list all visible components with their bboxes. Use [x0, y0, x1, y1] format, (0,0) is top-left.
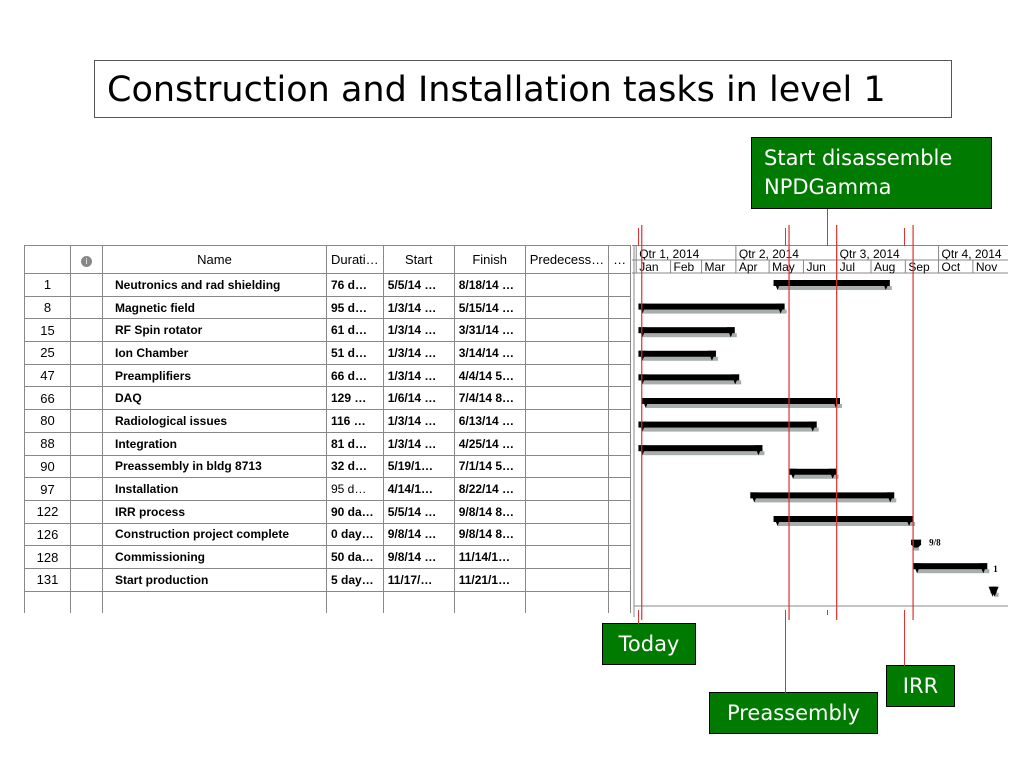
- row-duration[interactable]: 5 day…: [327, 568, 384, 591]
- row-duration[interactable]: 116 …: [327, 410, 384, 433]
- quarter-label: Qtr 4, 2014: [941, 247, 1002, 261]
- row-more[interactable]: [609, 478, 631, 501]
- month-label: Apr: [738, 260, 758, 274]
- row-predecessors[interactable]: [525, 546, 608, 569]
- today-line-top: [638, 228, 639, 246]
- task-baseline-bar: [642, 333, 736, 337]
- row-predecessors[interactable]: [525, 364, 608, 387]
- month-label: Aug: [873, 260, 896, 274]
- row-duration[interactable]: 51 d…: [327, 342, 384, 365]
- row-indicator[interactable]: [71, 478, 103, 501]
- row-start[interactable]: 1/3/14 …: [383, 364, 454, 387]
- table-row[interactable]: [25, 523, 631, 546]
- row-duration[interactable]: 32 d…: [327, 455, 384, 478]
- row-duration[interactable]: 95 d…: [327, 296, 384, 319]
- month-label: Feb: [673, 260, 695, 274]
- row-start[interactable]: 5/5/14 …: [383, 274, 454, 297]
- row-indicator[interactable]: [71, 568, 103, 591]
- task-bar: [774, 516, 914, 522]
- row-name[interactable]: IRR process: [103, 500, 327, 523]
- row-predecessors[interactable]: [525, 319, 608, 342]
- table-row[interactable]: [25, 568, 631, 591]
- row-name[interactable]: Magnetic field: [103, 296, 327, 319]
- row-predecessors[interactable]: [525, 568, 608, 591]
- table-row[interactable]: [25, 364, 631, 387]
- row-name[interactable]: Preassembly in bldg 8713: [103, 455, 327, 478]
- row-id[interactable]: 15: [25, 319, 71, 342]
- row-more[interactable]: [609, 500, 631, 523]
- row-name[interactable]: Commissioning: [103, 546, 327, 569]
- row-finish[interactable]: 5/15/14 …: [454, 296, 525, 319]
- row-indicator[interactable]: [71, 387, 103, 410]
- row-id[interactable]: 131: [25, 568, 71, 591]
- header-name[interactable]: Name: [103, 246, 327, 274]
- row-indicator[interactable]: [71, 319, 103, 342]
- row-id[interactable]: 66: [25, 387, 71, 410]
- empty-cell[interactable]: [25, 591, 71, 613]
- row-start[interactable]: 1/6/14 …: [383, 387, 454, 410]
- row-duration[interactable]: 81 d…: [327, 432, 384, 455]
- row-name[interactable]: Integration: [103, 432, 327, 455]
- row-indicator[interactable]: [71, 455, 103, 478]
- row-duration[interactable]: 0 day…: [327, 523, 384, 546]
- table-row[interactable]: [25, 478, 631, 501]
- row-finish[interactable]: 6/13/14 …: [454, 410, 525, 433]
- empty-cell[interactable]: [454, 591, 525, 613]
- quarter-label: Qtr 1, 2014: [639, 247, 700, 261]
- row-start[interactable]: 4/14/1…: [383, 478, 454, 501]
- task-baseline-bar: [917, 569, 989, 573]
- task-bar: [642, 398, 840, 404]
- month-label: Mar: [704, 260, 726, 274]
- row-predecessors[interactable]: [525, 296, 608, 319]
- npdgamma-line-top: [827, 209, 828, 246]
- table-row[interactable]: [25, 296, 631, 319]
- task-baseline-bar: [754, 498, 896, 502]
- task-baseline-bar: [642, 310, 786, 314]
- header-more[interactable]: …: [609, 246, 631, 274]
- row-start[interactable]: 1/3/14 …: [383, 342, 454, 365]
- empty-cell[interactable]: [71, 591, 103, 613]
- table-row[interactable]: [25, 455, 631, 478]
- row-more[interactable]: [609, 319, 631, 342]
- row-indicator[interactable]: [71, 546, 103, 569]
- milestone-label: 9/8: [929, 537, 941, 548]
- today-line-bottom: [638, 610, 639, 624]
- row-duration[interactable]: 95 d…: [327, 478, 384, 501]
- row-name[interactable]: Ion Chamber: [103, 342, 327, 365]
- task-bar: [913, 563, 987, 569]
- row-start[interactable]: 11/17/…: [383, 568, 454, 591]
- npdgamma-line-bottom: [827, 610, 828, 615]
- gantt-chart: [632, 245, 1008, 620]
- row-more[interactable]: [609, 387, 631, 410]
- task-table-header: [25, 246, 631, 274]
- task-baseline-bar: [642, 380, 741, 384]
- task-bar: [638, 445, 762, 451]
- month-label: Oct: [941, 260, 961, 274]
- row-indicator[interactable]: [71, 523, 103, 546]
- row-start[interactable]: 5/19/1…: [383, 455, 454, 478]
- row-id[interactable]: 126: [25, 523, 71, 546]
- row-predecessors[interactable]: [525, 410, 608, 433]
- table-row[interactable]: [25, 342, 631, 365]
- task-baseline-bar: [778, 522, 916, 526]
- row-name[interactable]: Construction project complete: [103, 523, 327, 546]
- task-baseline-bar: [642, 357, 718, 361]
- table-row-empty[interactable]: [25, 591, 631, 613]
- row-name[interactable]: RF Spin rotator: [103, 319, 327, 342]
- row-indicator[interactable]: [71, 296, 103, 319]
- row-finish[interactable]: 3/14/14 …: [454, 342, 525, 365]
- row-id[interactable]: 97: [25, 478, 71, 501]
- row-predecessors[interactable]: [525, 478, 608, 501]
- row-finish[interactable]: 3/31/14 …: [454, 319, 525, 342]
- row-predecessors[interactable]: [525, 500, 608, 523]
- task-bar: [638, 374, 739, 380]
- row-id[interactable]: 1: [25, 274, 71, 297]
- empty-cell[interactable]: [525, 591, 608, 613]
- row-duration[interactable]: 66 d…: [327, 364, 384, 387]
- row-more[interactable]: [609, 364, 631, 387]
- row-id[interactable]: 128: [25, 546, 71, 569]
- quarter-label: Qtr 2, 2014: [738, 247, 799, 261]
- irr-line-top: [904, 228, 905, 246]
- milestone-baseline: [913, 548, 919, 551]
- row-finish[interactable]: 8/18/14 …: [454, 274, 525, 297]
- row-id[interactable]: 47: [25, 364, 71, 387]
- row-name[interactable]: Neutronics and rad shielding: [103, 274, 327, 297]
- preassembly-line-bottom: [785, 610, 786, 693]
- month-label: Jul: [839, 260, 856, 274]
- row-more[interactable]: [609, 455, 631, 478]
- row-predecessors[interactable]: [525, 523, 608, 546]
- row-id[interactable]: 80: [25, 410, 71, 433]
- month-label: Jan: [639, 260, 659, 274]
- row-duration[interactable]: 90 da…: [327, 500, 384, 523]
- task-baseline-bar: [646, 404, 842, 408]
- task-bar: [638, 351, 716, 357]
- row-predecessors[interactable]: [525, 342, 608, 365]
- callout-today: Today: [602, 623, 696, 665]
- row-name[interactable]: Start production: [103, 568, 327, 591]
- row-predecessors[interactable]: [525, 387, 608, 410]
- empty-cell[interactable]: [327, 591, 384, 613]
- row-start[interactable]: 1/3/14 …: [383, 296, 454, 319]
- quarter-label: Qtr 3, 2014: [839, 247, 900, 261]
- callout-start-disassemble-npdgamma: [751, 137, 992, 209]
- row-start[interactable]: 1/3/14 …: [383, 432, 454, 455]
- row-more[interactable]: [609, 410, 631, 433]
- row-finish[interactable]: 4/4/14 5…: [454, 364, 525, 387]
- task-bar: [774, 280, 890, 286]
- row-more[interactable]: [609, 546, 631, 569]
- row-duration[interactable]: 61 d…: [327, 319, 384, 342]
- header-finish[interactable]: Finish: [454, 246, 525, 274]
- row-indicator[interactable]: [71, 410, 103, 433]
- row-id[interactable]: 25: [25, 342, 71, 365]
- table-row[interactable]: [25, 500, 631, 523]
- month-label: May: [772, 260, 795, 274]
- row-indicator[interactable]: [71, 274, 103, 297]
- task-baseline-bar: [642, 451, 764, 455]
- row-indicator[interactable]: [71, 432, 103, 455]
- empty-cell[interactable]: [609, 591, 631, 613]
- row-name[interactable]: Preamplifiers: [103, 364, 327, 387]
- row-finish[interactable]: 4/25/14 …: [454, 432, 525, 455]
- task-baseline-bar: [778, 286, 892, 290]
- row-predecessors[interactable]: [525, 274, 608, 297]
- row-indicator[interactable]: [71, 500, 103, 523]
- info-icon: i: [81, 256, 92, 267]
- slide-title: Construction and Installation tasks in level 1: [94, 60, 952, 118]
- table-row[interactable]: [25, 432, 631, 455]
- row-finish[interactable]: 11/14/1…: [454, 546, 525, 569]
- row-more[interactable]: [609, 432, 631, 455]
- row-finish[interactable]: 9/8/14 8…: [454, 523, 525, 546]
- row-finish[interactable]: 11/21/1…: [454, 568, 525, 591]
- task-bar-label: 1: [993, 564, 998, 575]
- row-duration[interactable]: 129 …: [327, 387, 384, 410]
- table-row[interactable]: [25, 274, 631, 297]
- row-start[interactable]: 5/5/14 …: [383, 500, 454, 523]
- callout-preassembly: Preassembly: [709, 692, 878, 734]
- row-name[interactable]: Installation: [103, 478, 327, 501]
- task-table: [24, 245, 631, 613]
- irr-line-bottom: [904, 610, 905, 666]
- row-finish[interactable]: 9/8/14 8…: [454, 500, 525, 523]
- row-id[interactable]: 90: [25, 455, 71, 478]
- row-more[interactable]: [609, 568, 631, 591]
- row-indicator[interactable]: [71, 364, 103, 387]
- task-baseline-bar: [642, 428, 818, 432]
- row-start[interactable]: 9/8/14 …: [383, 523, 454, 546]
- row-id[interactable]: 122: [25, 500, 71, 523]
- row-name[interactable]: DAQ: [103, 387, 327, 410]
- task-bar: [750, 492, 894, 498]
- row-more[interactable]: [609, 523, 631, 546]
- row-indicator[interactable]: [71, 342, 103, 365]
- row-start[interactable]: 9/8/14 …: [383, 546, 454, 569]
- row-duration[interactable]: 76 d…: [327, 274, 384, 297]
- row-start[interactable]: 1/3/14 …: [383, 410, 454, 433]
- header-duration[interactable]: Durati…: [327, 246, 384, 274]
- header-start[interactable]: Start: [383, 246, 454, 274]
- header-id[interactable]: [25, 246, 71, 274]
- row-predecessors[interactable]: [525, 432, 608, 455]
- table-row[interactable]: [25, 410, 631, 433]
- row-finish[interactable]: 8/22/14 …: [454, 478, 525, 501]
- row-predecessors[interactable]: [525, 455, 608, 478]
- row-more[interactable]: [609, 342, 631, 365]
- empty-cell[interactable]: [383, 591, 454, 613]
- row-finish[interactable]: 7/4/14 8…: [454, 387, 525, 410]
- task-bar: [638, 327, 734, 333]
- table-row[interactable]: [25, 387, 631, 410]
- table-row[interactable]: [25, 546, 631, 569]
- row-duration[interactable]: 50 da…: [327, 546, 384, 569]
- month-label: Jun: [806, 260, 826, 274]
- callout-npdgamma-line1: Start disassemble: [764, 146, 953, 170]
- row-finish[interactable]: 7/1/14 5…: [454, 455, 525, 478]
- preassembly-line-top: [785, 228, 786, 246]
- task-bar: [638, 422, 816, 428]
- month-label: Nov: [975, 260, 998, 274]
- row-id[interactable]: 8: [25, 296, 71, 319]
- header-predecessors[interactable]: Predecess…: [525, 246, 608, 274]
- row-more[interactable]: [609, 274, 631, 297]
- table-row[interactable]: [25, 319, 631, 342]
- row-name[interactable]: Radiological issues: [103, 410, 327, 433]
- empty-cell[interactable]: [103, 591, 327, 613]
- callout-npdgamma-line2: NPDGamma: [764, 175, 892, 199]
- row-start[interactable]: 1/3/14 …: [383, 319, 454, 342]
- row-id[interactable]: 88: [25, 432, 71, 455]
- month-label: Sep: [908, 260, 930, 274]
- row-more[interactable]: [609, 296, 631, 319]
- callout-irr: IRR: [886, 665, 955, 707]
- header-indicator[interactable]: [71, 246, 103, 274]
- task-bar: [638, 304, 784, 310]
